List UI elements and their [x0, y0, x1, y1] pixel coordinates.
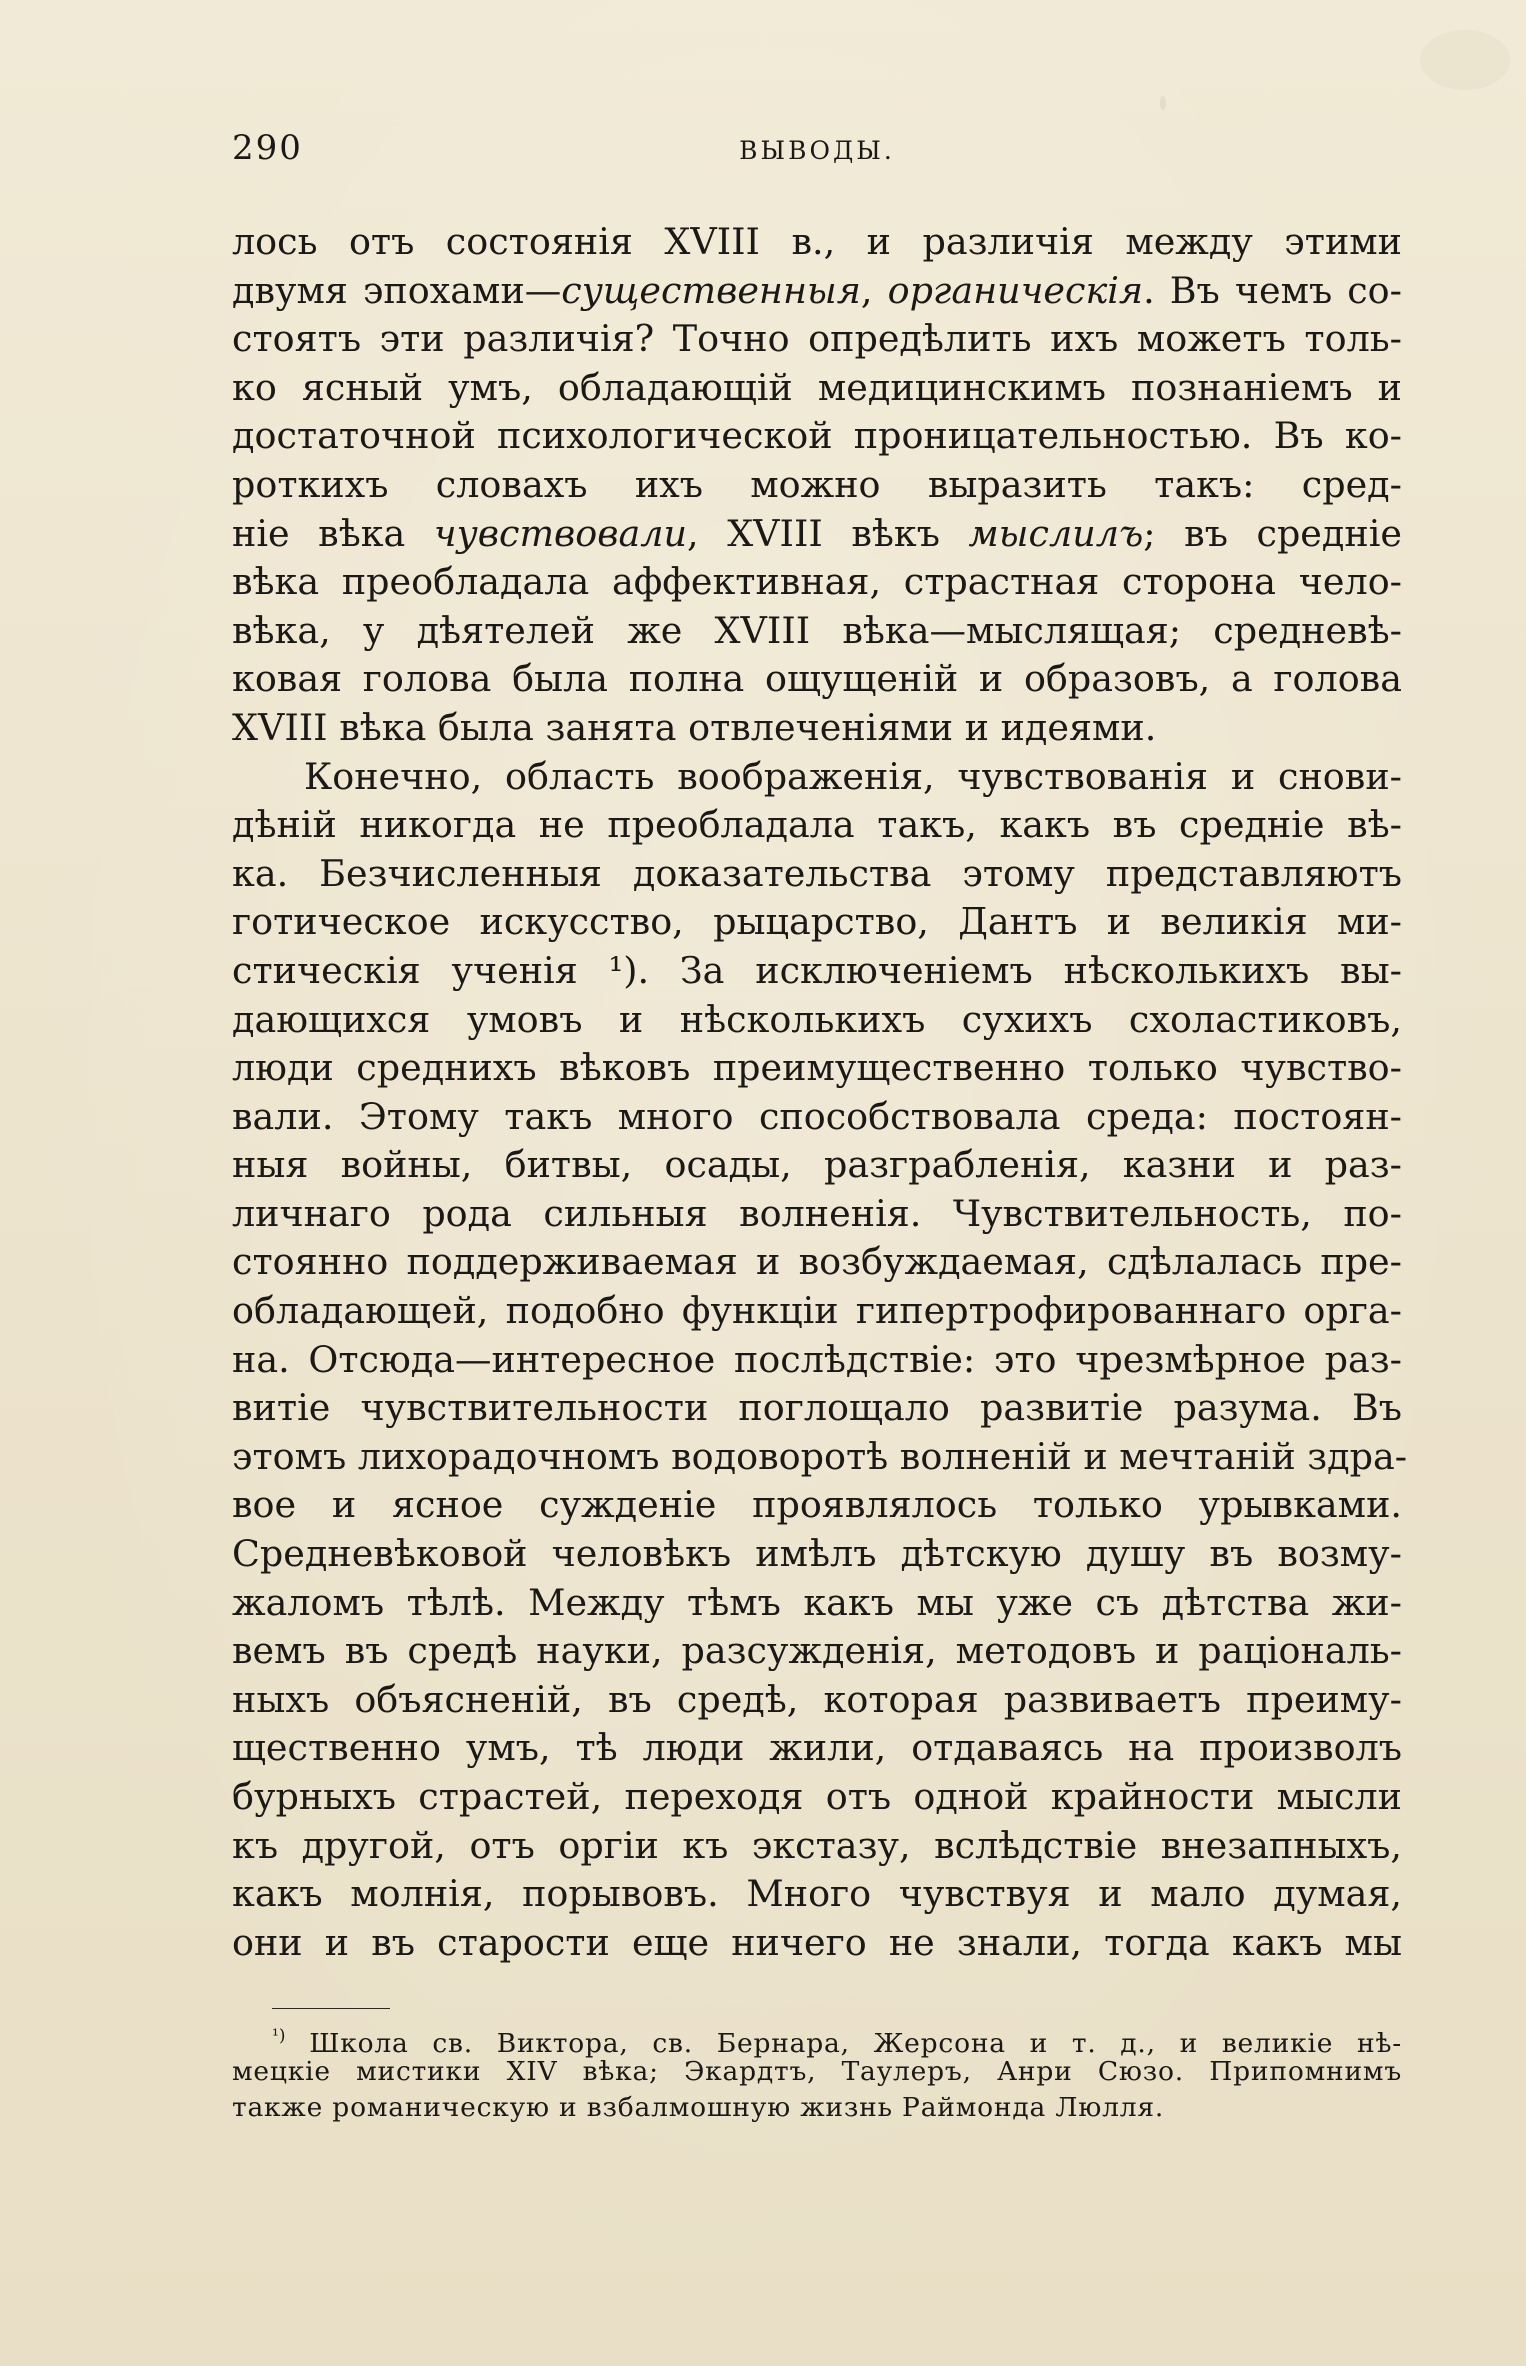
footnote-line [232, 2018, 1402, 2059]
main-text [232, 218, 1408, 1967]
paragraph-first-line: Конечно, область воображенія, чувствованія и снови- [304, 754, 1402, 798]
text-line: личнаго рода сильныя волненія. Чувствительность, по- [232, 1191, 1402, 1235]
text-line: достаточной психологической проницательностью. Въ ко- [232, 414, 1402, 458]
text-line: ныхъ объясненій, въ средѣ, которая развиваетъ преиму- [232, 1677, 1402, 1721]
text-line: дѣній никогда не преобладала такъ, какъ въ средніе вѣ- [232, 803, 1402, 847]
text-line: вое и ясное сужденіе проявлялось только урывками. [232, 1483, 1402, 1527]
text-line: щественно умъ, тѣ люди жили, отдаваясь на произволъ [232, 1726, 1402, 1770]
text-line: обладающей, подобно функціи гипертрофированнаго орга- [232, 1289, 1402, 1333]
text-line: вемъ въ средѣ науки, разсужденія, методовъ и раціональ- [232, 1629, 1402, 1673]
footnote-marker: ¹) [272, 2026, 286, 2046]
text-line: витіе чувствительности поглощало развитіе разума. Въ [232, 1386, 1402, 1430]
text-line: къ другой, отъ оргіи къ экстазу, вслѣдствіе внезапныхъ, [232, 1823, 1402, 1867]
text-line: ковая голова была полна ощущеній и образовъ, а голова [232, 657, 1402, 701]
text-line: стоянно поддерживаемая и возбуждаемая, сдѣлалась пре- [232, 1240, 1402, 1284]
page-header [232, 128, 1402, 178]
text-line: готическое искусство, рыцарство, Дантъ и великія ми- [232, 900, 1402, 944]
text-line: вѣка преобладала аффективная, страстная сторона чело- [232, 560, 1402, 604]
text-line: вѣка, у дѣятелей же XVIII вѣка—мыслящая; средневѣ- [232, 608, 1402, 652]
text-line: двумя эпохами—существенныя, органическія. Въ чемъ со- [232, 268, 1402, 312]
paper-stain [1160, 96, 1166, 110]
text-line: ко ясный умъ, обладающій медицинскимъ познаніемъ и [232, 365, 1402, 409]
text-line: стическія ученія ¹). За исключеніемъ нѣсколькихъ вы- [232, 948, 1402, 992]
text-line: вали. Этому такъ много способствовала среда: постоян- [232, 1094, 1402, 1138]
text-line: ка. Безчисленныя доказательства этому представляютъ [232, 851, 1402, 895]
page-number: 290 [232, 128, 303, 168]
footnote-line: мецкіе мистики XIV вѣка; Экардтъ, Таулеръ, Анри Сюзо. Припомнимъ [232, 2056, 1402, 2087]
text-line: жаломъ тѣлѣ. Между тѣмъ какъ мы уже съ дѣтства жи- [232, 1580, 1402, 1624]
text-line: они и въ старости еще ничего не знали, тогда какъ мы [232, 1920, 1402, 1964]
text-line: роткихъ словахъ ихъ можно выразить такъ: сред- [232, 462, 1402, 506]
text-line: люди среднихъ вѣковъ преимущественно только чувство- [232, 1046, 1402, 1090]
text-line: на. Отсюда—интересное послѣдствіе: это чрезмѣрное раз- [232, 1337, 1402, 1381]
text-line: стоятъ эти различія? Точно опредѣлить ихъ можетъ толь- [232, 317, 1402, 361]
running-head: ВЫВОДЫ. [739, 136, 895, 165]
text-line: дающихся умовъ и нѣсколькихъ сухихъ схоластиковъ, [232, 997, 1402, 1041]
text-line: какъ молнія, порывовъ. Много чувствуя и мало думая, [232, 1872, 1402, 1916]
text-line: ніе вѣка чувствовали, XVIII вѣкъ мыслилъ; въ средніе [232, 511, 1402, 555]
footnote-line: также романическую и взбалмошную жизнь Раймонда Люлля. [232, 2092, 1165, 2123]
text-line: лось отъ состоянія XVIII в., и различія между этими [232, 220, 1402, 263]
footnote-divider [272, 2008, 390, 2009]
paper-stain [1420, 30, 1510, 90]
text-line: Средневѣковой человѣкъ имѣлъ дѣтскую душу въ возму- [232, 1532, 1402, 1576]
text-line: XVIII вѣка была занята отвлеченіями и идеями. [232, 705, 1157, 749]
footnote-text: Школа св. Виктора, св. Бернара, Жерсона и т. д., и великіе нѣ- [309, 2028, 1402, 2059]
text-line: ныя войны, битвы, осады, разграбленія, казни и раз- [232, 1143, 1402, 1187]
footnotes [232, 2018, 1402, 2126]
text-line: бурныхъ страстей, переходя отъ одной крайности мысли [232, 1775, 1402, 1818]
text-line: этомъ лихорадочномъ водоворотѣ волненій и мечтаній здра- [232, 1434, 1408, 1478]
